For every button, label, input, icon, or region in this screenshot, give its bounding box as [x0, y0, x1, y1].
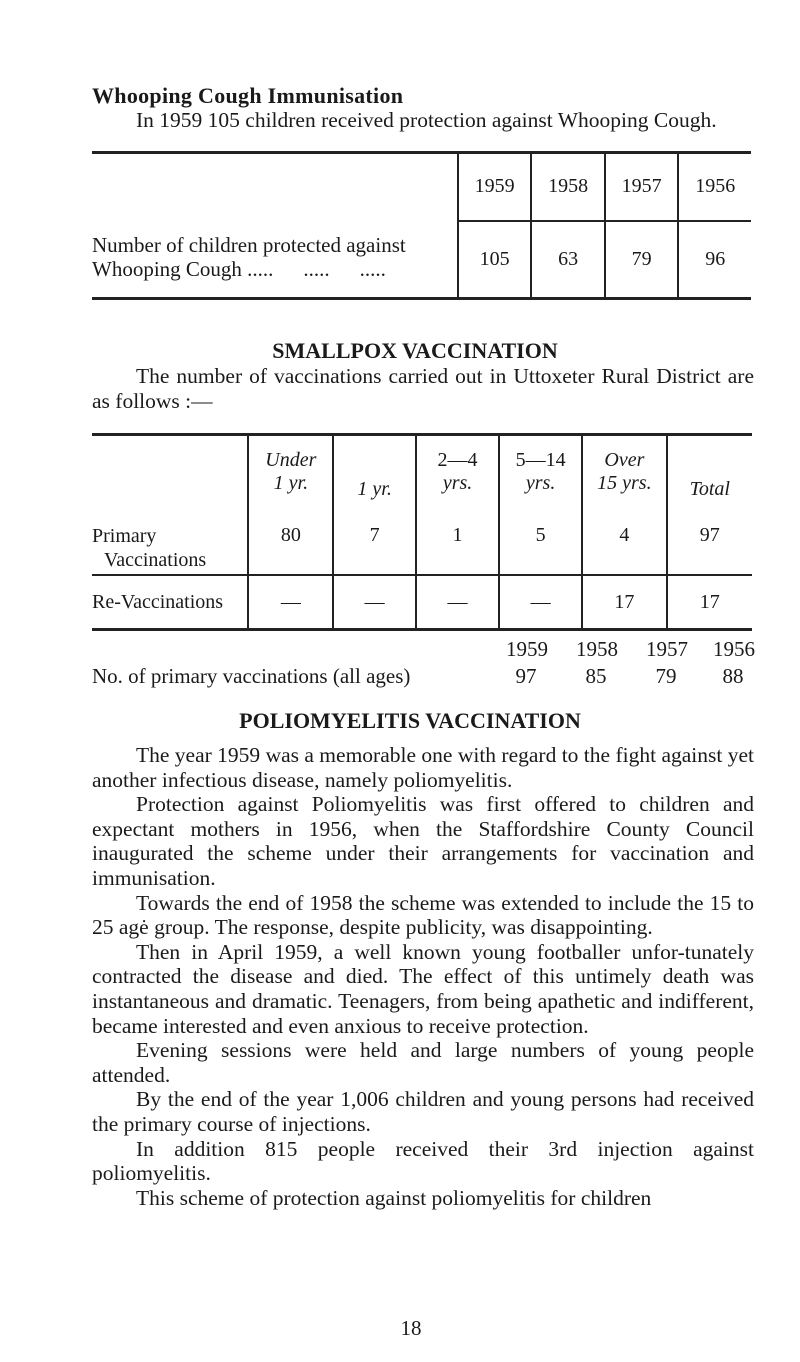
polio-paragraph: By the end of the year 1,006 children and young persons had received the primary course of injections. — [92, 1087, 754, 1136]
cell: — — [416, 575, 499, 630]
value-1957: 79 — [605, 221, 679, 299]
cell: — — [499, 575, 582, 630]
summary-year: 1957 — [646, 637, 688, 661]
year-header-1956: 1956 — [678, 153, 751, 221]
cell: 80 — [248, 512, 333, 575]
polio-title: POLIOMYELITIS VACCINATION — [239, 708, 581, 733]
polio-paragraph: This scheme of protection against poliomyelitis for children — [136, 1185, 652, 1210]
col-total: Total — [689, 477, 730, 500]
polio-paragraph: The year 1959 was a memorable one with regard to the fight against yet another infectious disease, namely poliomyelitis. — [92, 743, 754, 792]
whooping-intro: In 1959 105 children received protection against Whooping Cough. — [136, 108, 717, 132]
cell: 5 — [499, 512, 582, 575]
summary-value: 88 — [722, 664, 744, 688]
whooping-row-label-line2: Whooping Cough ..... — [92, 257, 274, 281]
polio-paragraph: Then in April 1959, a well known young footballer unfor-tunately contracted the disease and died. The effect of this untimely death was instantaneous and dramatic. Teenagers, from being apathetic and indifferent, became interested and even anxious to receive protection. — [92, 939, 754, 1038]
year-header-1959: 1959 — [458, 153, 532, 221]
summary-year: 1956 — [713, 637, 755, 661]
table-row — [92, 575, 752, 630]
col-over-15-line1: Over — [604, 449, 645, 471]
cell: 97 — [667, 512, 752, 575]
summary-label: No. of primary vaccinations (all ages) — [92, 664, 411, 688]
smallpox-intro: The number of vaccinations carried out in Uttoxeter Rural District are as follows :— — [92, 364, 754, 413]
polio-paragraph: Protection against Poliomyelitis was first offered to children and expectant mothers in 1956, when the Staffordshire County Council inaugurated the scheme under their arrangements for vaccination and immunisation. — [92, 792, 754, 890]
polio-paragraph: In addition 815 people received their 3rd injection against poliomyelitis. — [92, 1136, 754, 1186]
col-over-15-line2: 15 yrs. — [597, 472, 652, 494]
vaccination-summary — [0, 637, 800, 689]
col-2-4-line1: 2—4 — [437, 449, 478, 471]
cell: 17 — [699, 590, 720, 613]
whooping-table — [92, 151, 751, 300]
col-1yr: 1 yr. — [357, 477, 392, 500]
value-1956: 96 — [705, 247, 726, 270]
col-2-4-line2: yrs. — [442, 472, 473, 494]
polio-paragraph: Towards the end of 1958 the scheme was extended to include the 15 to 25 agė group. The response, despite publicity, was disappointing. — [92, 890, 754, 940]
cell: 1 — [416, 512, 499, 575]
cell: — — [248, 575, 333, 630]
whooping-row-label — [92, 153, 458, 299]
col-5-14-line2: yrs. — [525, 472, 556, 494]
cell: — — [333, 575, 416, 630]
whooping-title: Whooping Cough Immunisation — [92, 83, 404, 108]
summary-year: 1959 — [506, 637, 548, 661]
col-under-1-line1: Under — [265, 449, 317, 471]
value-1958: 63 — [531, 221, 605, 299]
page-number: 18 — [400, 1316, 422, 1340]
summary-value: 97 — [515, 664, 537, 688]
cell: 17 — [582, 575, 666, 630]
year-header-1958: 1958 — [531, 153, 605, 221]
dot-leader: ..... — [359, 257, 386, 281]
cell: 7 — [333, 512, 416, 575]
row-label-revacc: Re-Vaccinations — [92, 575, 248, 630]
year-header-1957: 1957 — [605, 153, 679, 221]
col-5-14-line1: 5—14 — [515, 449, 566, 471]
polio-body — [92, 743, 754, 1210]
row-label-primary-line1: Primary — [92, 524, 157, 547]
smallpox-table — [92, 433, 752, 631]
value-1959: 105 — [458, 221, 532, 299]
polio-paragraph: Evening sessions were held and large numbers of young people attended. — [92, 1038, 754, 1087]
col-under-1-line2: 1 yr. — [273, 472, 309, 494]
row-label-primary-line2: Vaccinations — [104, 548, 207, 571]
smallpox-header-row — [92, 435, 752, 512]
summary-value: 85 — [585, 664, 607, 688]
smallpox-title: SMALLPOX VACCINATION — [272, 338, 558, 363]
table-row — [92, 512, 752, 575]
cell: 4 — [582, 512, 666, 575]
summary-year: 1958 — [576, 637, 618, 661]
summary-value: 79 — [655, 664, 677, 688]
whooping-row-label-line1: Number of children protected against — [92, 233, 406, 257]
dot-leader: ..... — [303, 257, 330, 281]
